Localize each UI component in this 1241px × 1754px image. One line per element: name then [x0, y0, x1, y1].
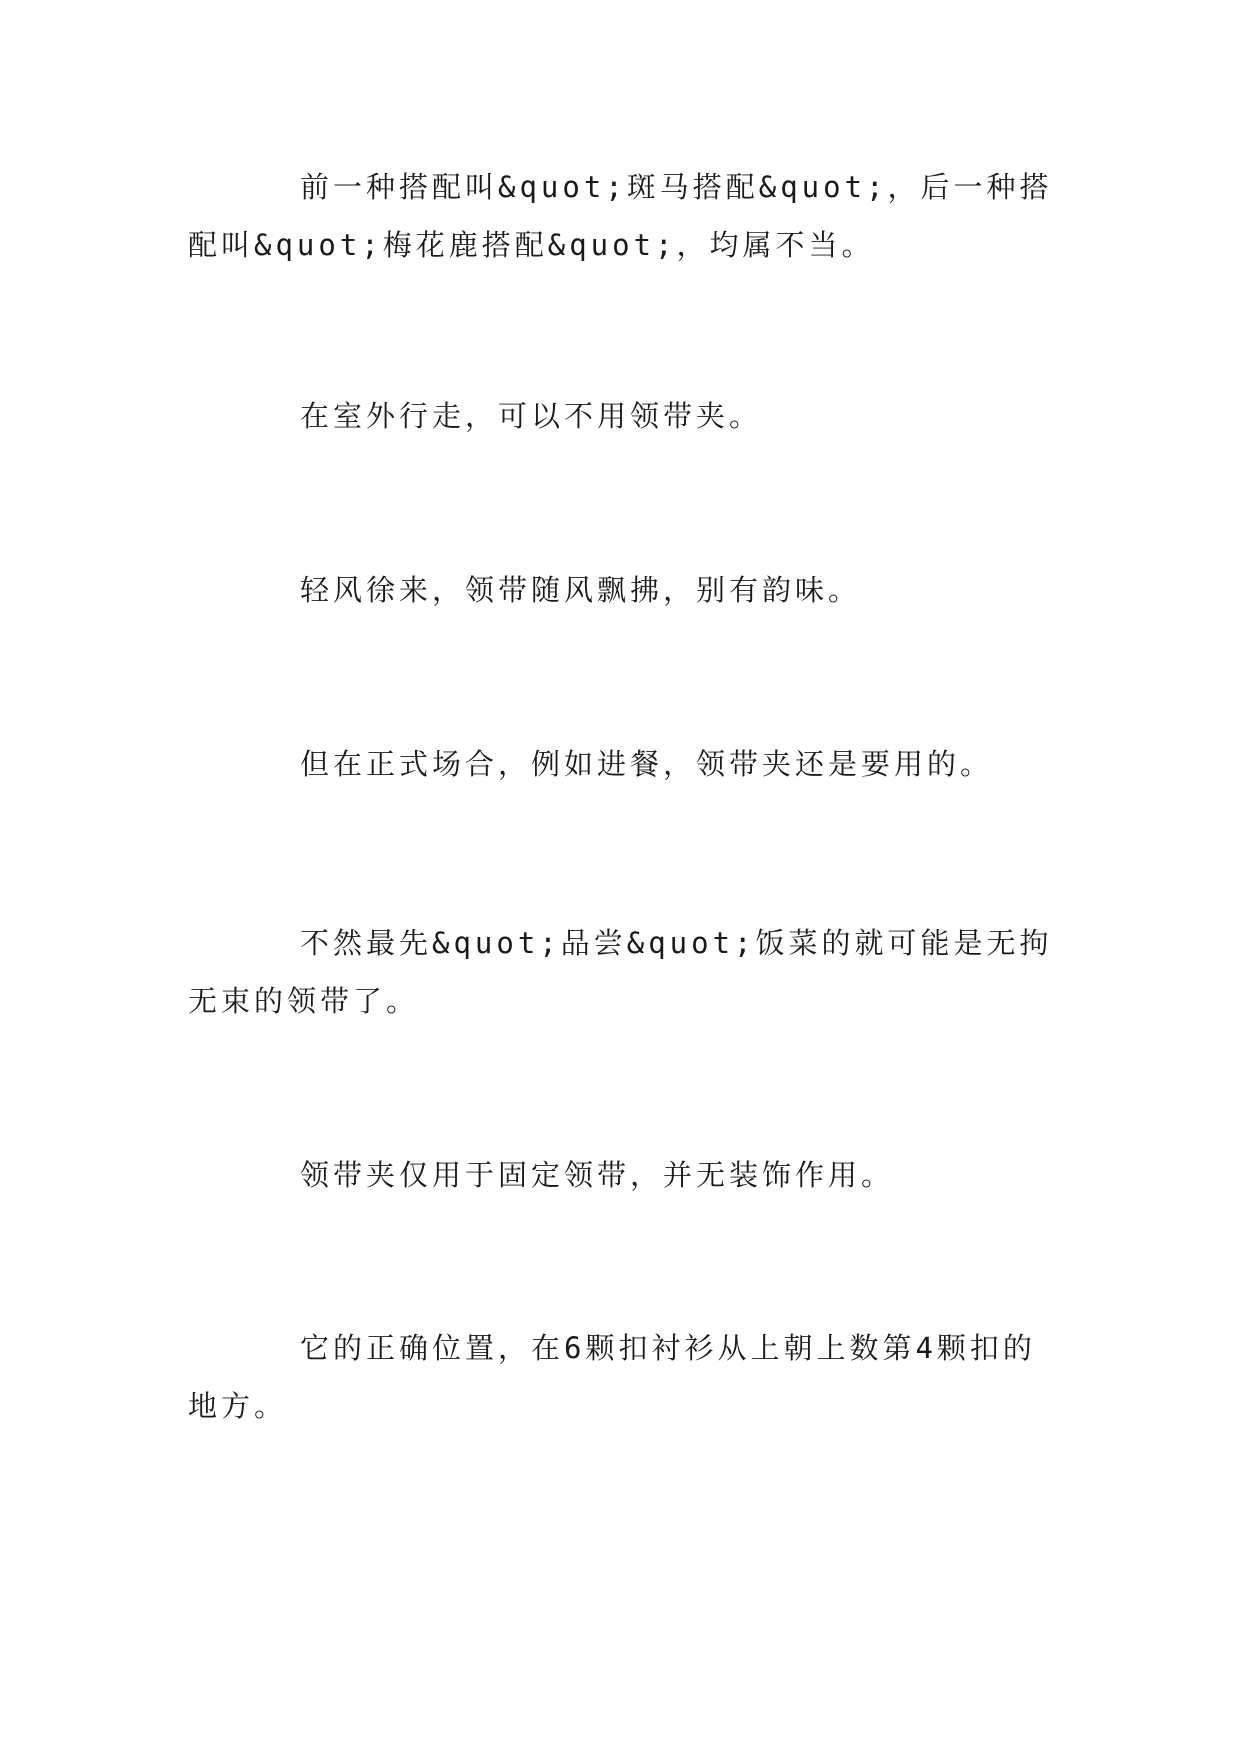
paragraph-3: 轻风徐来，领带随风飘拂，别有韵味。 — [300, 573, 862, 607]
paragraph-6: 领带夹仅用于固定领带，并无装饰作用。 — [300, 1158, 895, 1192]
paragraph-2: 在室外行走，可以不用领带夹。 — [300, 399, 763, 433]
paragraph-7: 它的正确位置，在6颗扣衬衫从上朝上数第4颗扣的地方。 — [188, 1331, 1036, 1423]
paragraph-5: 不然最先&quot;品尝&quot;饭菜的就可能是无拘无束的领带了。 — [188, 926, 1053, 1018]
paragraph-4: 但在正式场合，例如进餐，领带夹还是要用的。 — [300, 747, 994, 781]
paragraph-1: 前一种搭配叫&quot;斑马搭配&quot;，后一种搭配叫&quot;梅花鹿搭配&quot;，均属不当。 — [188, 170, 1053, 262]
